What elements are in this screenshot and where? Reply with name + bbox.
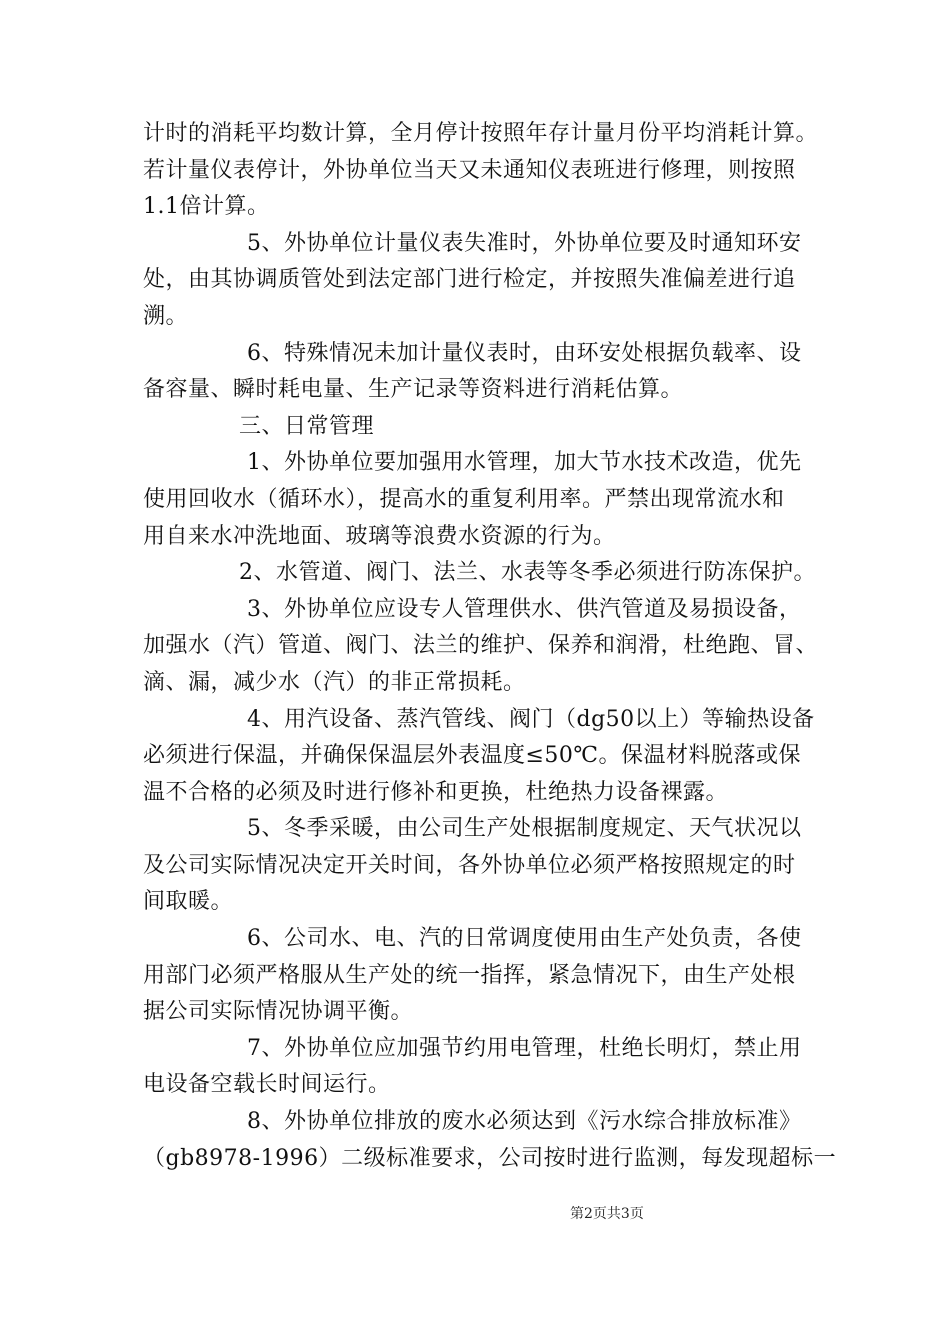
text-line: 加强水（汽）管道、阀门、法兰的维护、保养和润滑，杜绝跑、冒、 bbox=[143, 633, 819, 659]
text-line: 滴、漏，减少水（汽）的非正常损耗。 bbox=[143, 669, 526, 695]
text-line: 4、用汽设备、蒸汽管线、阀门（dg50以上）等输热设备 bbox=[247, 706, 815, 732]
text-line: 电设备空载长时间运行。 bbox=[143, 1072, 391, 1098]
text-line: 三、日常管理 bbox=[239, 413, 375, 439]
text-line: 溯。 bbox=[143, 303, 189, 329]
text-line: 备容量、瞬时耗电量、生产记录等资料进行消耗估算。 bbox=[143, 377, 684, 403]
text-line: 3、外协单位应设专人管理供水、供汽管道及易损设备， bbox=[247, 596, 802, 622]
text-line: 6、公司水、电、汽的日常调度使用由生产处负责，各使 bbox=[247, 926, 802, 952]
text-line: 1、外协单位要加强用水管理，加大节水技术改造，优先 bbox=[247, 450, 802, 476]
text-line: 2、水管道、阀门、法兰、水表等冬季必须进行防冻保护。 bbox=[239, 560, 816, 586]
text-line: 处，由其协调质管处到法定部门进行检定，并按照失准偏差进行追 bbox=[143, 267, 796, 293]
text-line: 若计量仪表停计，外协单位当天又未通知仪表班进行修理，则按照 bbox=[143, 157, 796, 183]
text-line: 用自来水冲洗地面、玻璃等浪费水资源的行为。 bbox=[143, 523, 616, 549]
document-body bbox=[143, 116, 837, 1177]
text-line: 使用回收水（循环水），提高水的重复利用率。严禁出现常流水和 bbox=[143, 486, 785, 512]
text-line: 1.1倍计算。 bbox=[143, 194, 270, 220]
text-line: 6、特殊情况未加计量仪表时，由环安处根据负载率、设 bbox=[247, 340, 802, 366]
text-line: 计时的消耗平均数计算，全月停计按照年存计量月份平均消耗计算。 bbox=[143, 121, 819, 146]
text-line: 间取暖。 bbox=[143, 889, 234, 915]
text-line: 用部门必须严格服从生产处的统一指挥，紧急情况下，由生产处根 bbox=[143, 962, 796, 988]
text-line: 5、外协单位计量仪表失准时，外协单位要及时通知环安 bbox=[247, 230, 802, 256]
page-footer: 第2页共3页 bbox=[570, 1206, 644, 1222]
text-line: 8、外协单位排放的废水必须达到《污水综合排放标准》 bbox=[247, 1109, 802, 1135]
text-line: 据公司实际情况协调平衡。 bbox=[143, 999, 414, 1025]
text-line: （gb8978-1996）二级标准要求，公司按时进行监测，每发现超标一 bbox=[143, 1145, 837, 1171]
text-line: 5、冬季采暖，由公司生产处根据制度规定、天气状况以 bbox=[247, 816, 802, 842]
text-line: 必须进行保温，并确保保温层外表温度≤50℃。保温材料脱落或保 bbox=[143, 743, 802, 769]
text-line: 及公司实际情况决定开关时间，各外协单位必须严格按照规定的时 bbox=[143, 852, 796, 878]
text-line: 温不合格的必须及时进行修补和更换，杜绝热力设备裸露。 bbox=[143, 779, 729, 805]
text-line: 7、外协单位应加强节约用电管理，杜绝长明灯，禁止用 bbox=[247, 1035, 802, 1061]
